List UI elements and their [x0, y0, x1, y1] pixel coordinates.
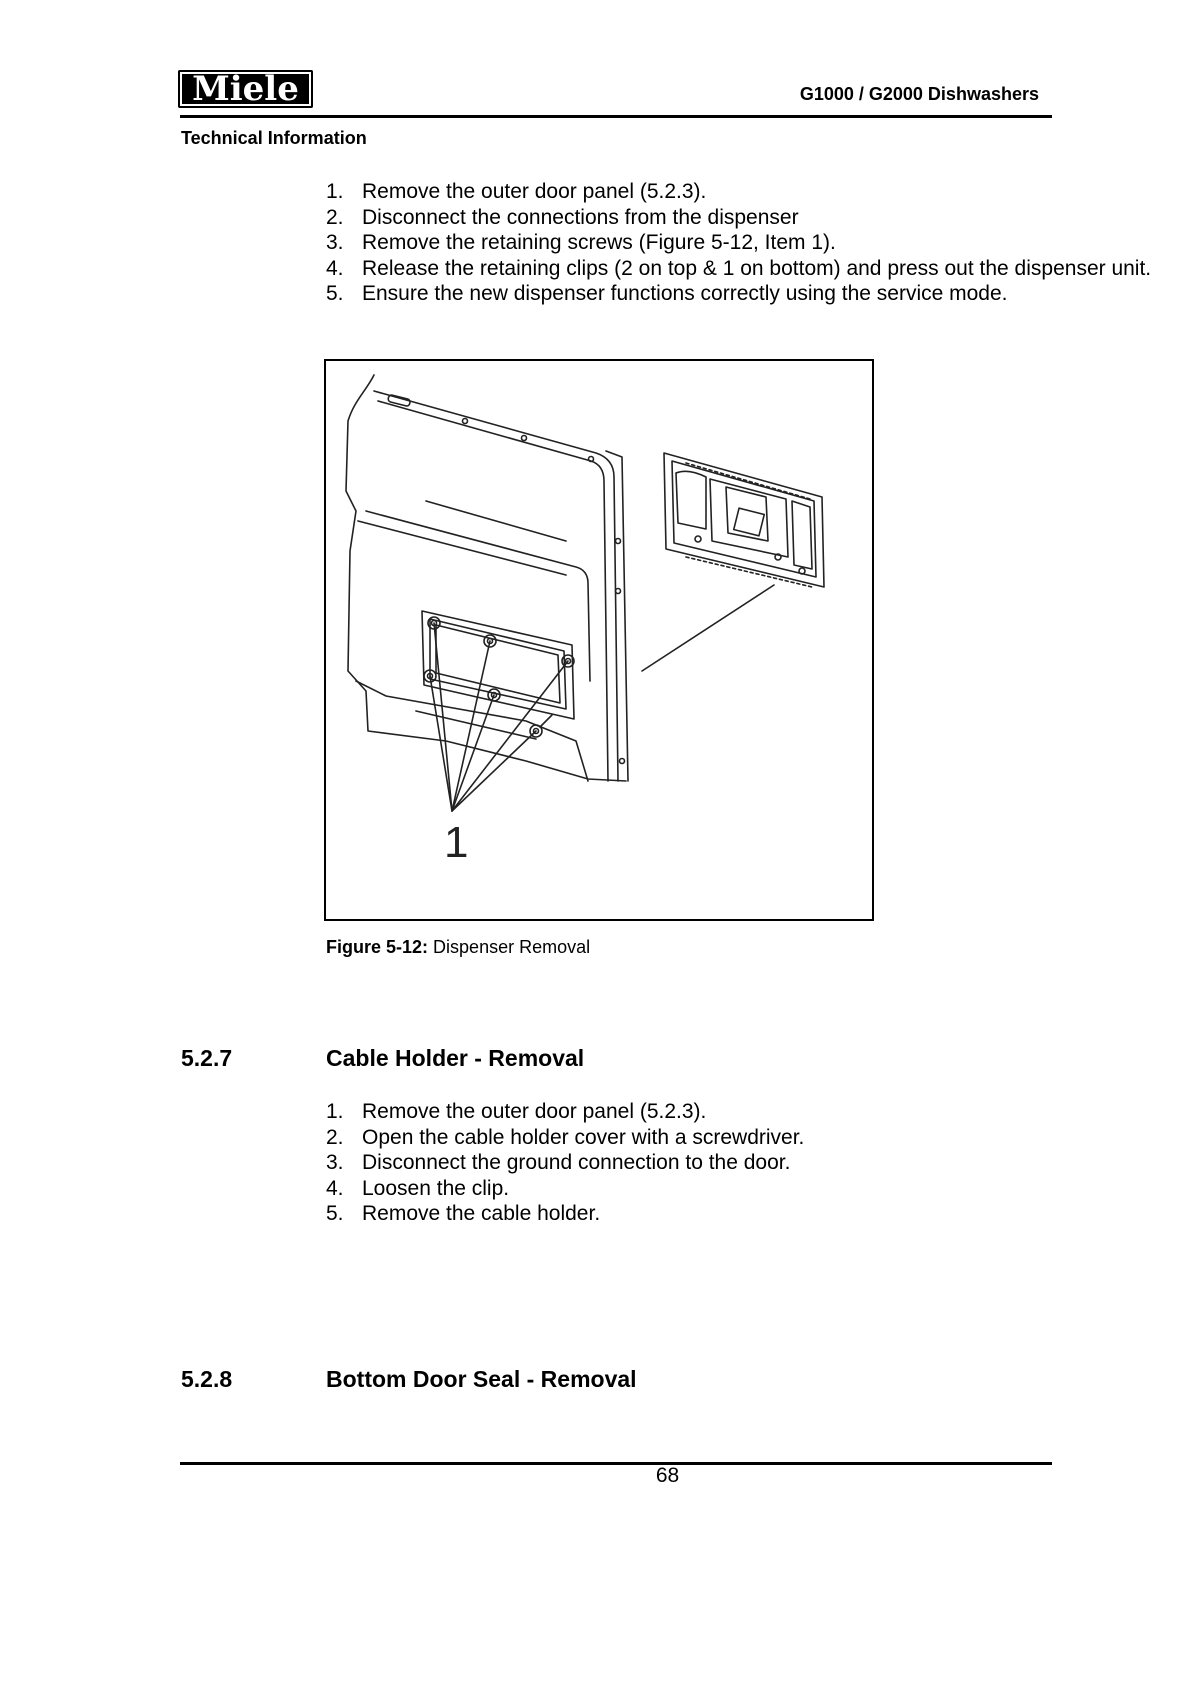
step-number: 4. — [326, 256, 344, 280]
step-text: Remove the retaining screws (Figure 5-12, Item 1). — [362, 231, 836, 254]
list-item — [326, 179, 1166, 205]
step-text: Ensure the new dispenser functions correctly using the service mode. — [362, 282, 1008, 305]
step-number: 5. — [326, 282, 344, 305]
cable-holder-removal-steps — [326, 1099, 1166, 1227]
step-text: Remove the outer door panel (5.2.3). — [362, 1100, 707, 1123]
logo-text: Miele — [192, 69, 299, 109]
section-title: Bottom Door Seal - Removal — [326, 1366, 637, 1392]
figure-caption — [326, 937, 590, 958]
list-item — [326, 1176, 1166, 1202]
step-text: Loosen the clip. — [362, 1176, 510, 1200]
list-item — [326, 1150, 1166, 1176]
step-text: Remove the cable holder. — [362, 1202, 601, 1225]
step-text: Open the cable holder cover with a screwdriver. — [362, 1125, 805, 1149]
list-item — [326, 205, 1166, 231]
step-number: 1. — [326, 180, 344, 203]
step-number: 5. — [326, 1202, 344, 1225]
figure-caption-label: Figure 5-12: — [326, 937, 429, 957]
list-item — [326, 230, 1166, 256]
page-number: 68 — [655, 1464, 680, 1487]
step-text: Disconnect the ground connection to the door. — [362, 1151, 791, 1174]
list-item — [326, 1125, 1166, 1151]
section-number: 5.2.7 — [181, 1045, 233, 1071]
step-text: Disconnect the connections from the dispenser — [362, 205, 799, 229]
step-number: 3. — [326, 231, 344, 254]
step-text: Remove the outer door panel (5.2.3). — [362, 180, 707, 203]
section-title: Cable Holder - Removal — [326, 1045, 585, 1071]
dispenser-removal-steps — [326, 179, 1166, 307]
section-label: Technical Information — [181, 128, 367, 148]
header-rule — [180, 115, 1052, 118]
figure-caption-text: Dispenser Removal — [433, 937, 591, 957]
step-number: 2. — [326, 1125, 344, 1149]
list-item — [326, 1201, 1166, 1227]
section-number: 5.2.8 — [181, 1366, 233, 1392]
callout-label: 1 — [444, 818, 469, 867]
miele-logo — [178, 70, 313, 108]
dispenser-diagram — [326, 361, 872, 919]
step-number: 4. — [326, 1176, 344, 1200]
step-text: Release the retaining clips (2 on top & 1 on bottom) and press out the dispenser unit. — [362, 256, 1152, 280]
list-item — [326, 256, 1166, 282]
list-item — [326, 1099, 1166, 1125]
figure-dispenser-removal — [324, 359, 874, 921]
step-number: 3. — [326, 1151, 344, 1174]
step-number: 2. — [326, 205, 344, 229]
list-item — [326, 281, 1166, 307]
document-title: G1000 / G2000 Dishwashers — [799, 84, 1039, 104]
step-number: 1. — [326, 1100, 344, 1123]
